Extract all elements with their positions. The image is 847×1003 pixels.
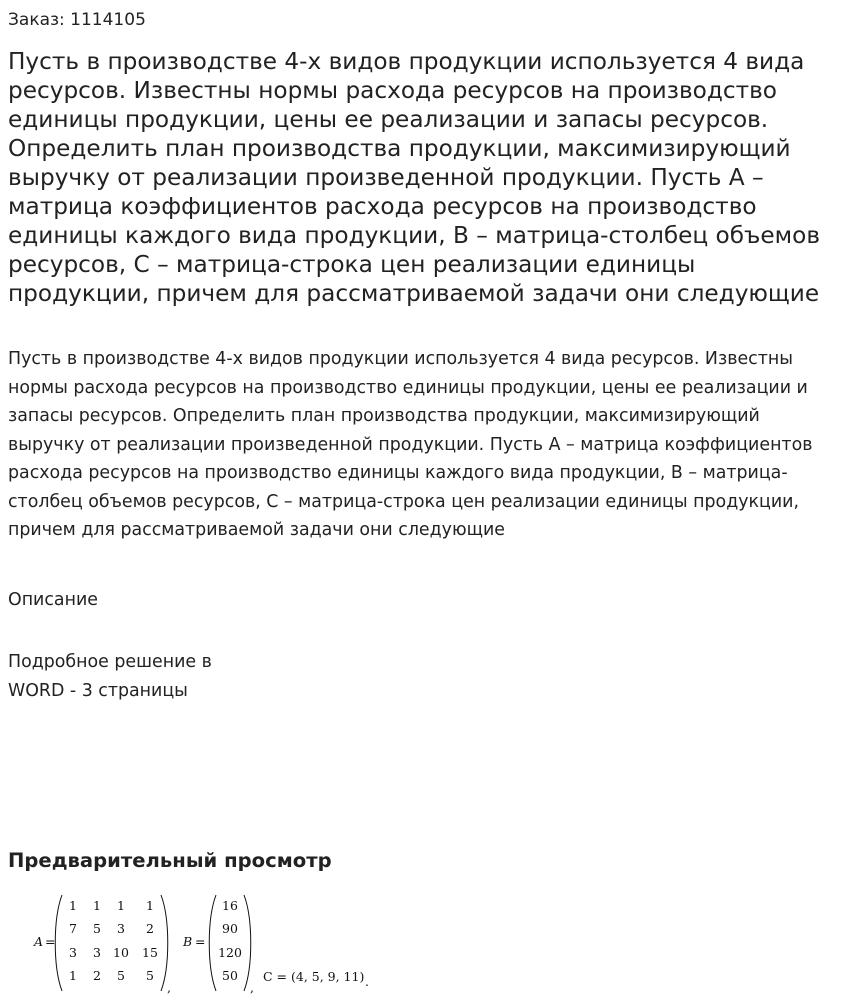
- matrix-a-cell: 10: [113, 945, 129, 960]
- task-description: Пусть в производстве 4-х видов продукции используется 4 вида ресурсов. Известны нормы расхода ресурсов на производство единицы продукции, цены ее реализации и запасы ресурсов. Определить план производства продукции, максимизирующий выручку от реализации произведенной продукции. Пусть A – матрица коэффициентов расхода ресурсов на производство единицы каждого вида продукции, B – матрица-столбец объемов ресурсов, C – матрица-строка цен реализации единицы продукции, причем для рассматриваемой задачи они следующие: [8, 349, 813, 540]
- matrix-a-name: A: [34, 934, 44, 949]
- matrix-a-cell: 5: [146, 968, 154, 983]
- solution-details: Подробное решение в WORD - 3 страницы: [8, 652, 212, 701]
- vector-c-period: .: [365, 974, 369, 989]
- matrix-a-cells: [69, 898, 158, 983]
- matrix-a-right-paren: [161, 895, 168, 991]
- matrix-b-right-paren: [244, 895, 251, 991]
- matrices-preview: [22, 891, 382, 996]
- description-label: Описание: [8, 590, 98, 610]
- preview-image: [22, 891, 382, 996]
- matrix-a-cell: 1: [69, 898, 77, 913]
- matrix-b-comma: ,: [250, 980, 254, 995]
- matrix-a-cell: 3: [69, 945, 77, 960]
- matrix-b-cell: 90: [222, 921, 238, 936]
- matrix-a-cell: 3: [93, 945, 101, 960]
- matrix-a-comma: ,: [167, 980, 171, 995]
- matrix-a-cell: 15: [142, 945, 158, 960]
- matrix-a-left-paren: [55, 895, 62, 991]
- matrix-a-cell: 1: [117, 898, 125, 913]
- matrix-a-cell: 5: [93, 921, 101, 936]
- task-title: Пусть в производстве 4-х видов продукции используется 4 вида ресурсов. Известны нормы расхода ресурсов на производство единицы продукции, цены ее реализации и запасы ресурсов. Определить план производства продукции, максимизирующий выручку от реализации произведенной продукции. Пусть A – матрица коэффициентов расхода ресурсов на производство единицы каждого вида продукции, B – матрица-столбец объемов ресурсов, C – матрица-строка цен реализации единицы продукции, причем для рассматриваемой задачи они следующие: [8, 48, 821, 307]
- matrix-b-equals: =: [195, 934, 206, 949]
- matrix-a-cell: 1: [69, 968, 77, 983]
- matrix-a-cell: 5: [117, 968, 125, 983]
- order-number: Заказ: 1114105: [8, 10, 146, 30]
- matrix-a-cell: 1: [93, 898, 101, 913]
- matrix-a-cell: 1: [146, 898, 154, 913]
- matrix-a-cell: 3: [117, 921, 125, 936]
- matrix-b-left-paren: [209, 895, 216, 991]
- matrix-a-cell: 7: [69, 921, 77, 936]
- matrix-b-name: B: [183, 934, 193, 949]
- preview-heading: Предварительный просмотр: [8, 849, 332, 872]
- vector-c: C = (4, 5, 9, 11): [263, 969, 365, 984]
- matrix-a-cell: 2: [93, 968, 101, 983]
- matrix-a-cell: 2: [146, 921, 154, 936]
- matrix-a-equals: =: [45, 934, 56, 949]
- matrix-b-cell: 16: [222, 898, 238, 913]
- matrix-b-cells: [218, 898, 242, 983]
- matrix-b-cell: 50: [222, 968, 238, 983]
- matrix-b-cell: 120: [218, 945, 242, 960]
